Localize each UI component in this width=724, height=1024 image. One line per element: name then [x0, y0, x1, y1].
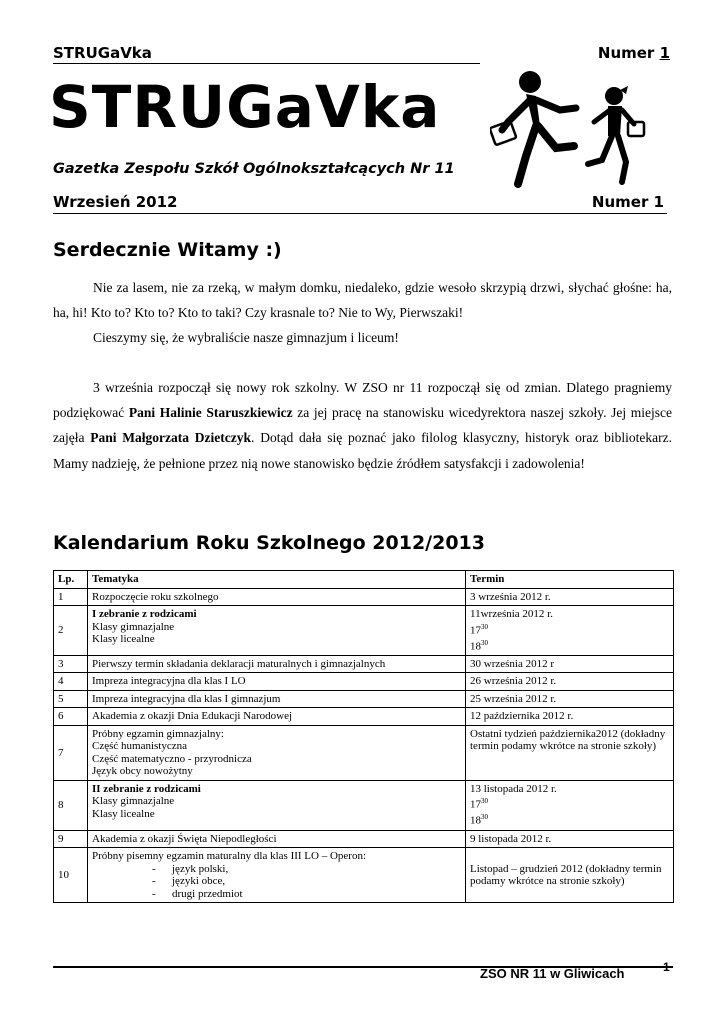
welcome-paragraph-2: Cieszymy się, że wybraliście nasze gimnazjum i liceum! [93, 330, 399, 346]
term-minute: 30 [481, 622, 488, 631]
table-row [54, 673, 674, 691]
list-bullet: - [152, 875, 156, 888]
list-item-text: języki obce, [172, 875, 226, 888]
term-hour: 17 [470, 798, 481, 811]
column-header: Tematyka [88, 571, 466, 589]
row-number: 2 [54, 606, 88, 656]
term-hour: 17 [470, 624, 481, 637]
row-term [466, 848, 674, 903]
masthead-date-line [53, 193, 667, 214]
table-row [54, 690, 674, 708]
header-issue [598, 44, 670, 62]
news-text-part: za jej pracę na stanowisku wicedyrektora naszej szkoły. Jej miejsce zajęła [53, 405, 672, 446]
header-issue-label: Numer [597, 44, 655, 62]
row-topic: Impreza integracyjna dla klas I gimnazjum [88, 690, 466, 708]
row-number: 5 [54, 690, 88, 708]
row-topic: Akademia z okazji Dnia Edukacji Narodowej [88, 708, 466, 726]
row-number: 3 [54, 655, 88, 673]
news-text [53, 375, 672, 476]
row-term [466, 780, 674, 830]
list-item [92, 888, 461, 901]
welcome-paragraph-1: Nie za lasem, nie za rzeką, w małym domku, niedaleko, gdzie wesoło skrzypią drzwi, słychać głośne: ha, ha, hi! Kto to? Kto to? Kto to taki? Czy krasnale to? Nie to Wy, Pierwszaki! [53, 280, 672, 321]
calendar-table [53, 570, 674, 903]
table-row [54, 655, 674, 673]
row-term: 26 września 2012 r. [466, 673, 674, 691]
table-row [54, 725, 674, 780]
row-number: 6 [54, 708, 88, 726]
row-topic: Pierwszy termin składania deklaracji maturalnych i gimnazjalnych [88, 655, 466, 673]
term-line: 13 listopada 2012 r. [470, 782, 557, 795]
row-number: 4 [54, 673, 88, 691]
news-text-part: . Dotąd dała się poznać jako filolog klasyczny, historyk oraz bibliotekarz. Mamy nadzieję, że pełnione przez nią nowe stanowisko będzie źródłem satysfakcji i zadowolenia! [53, 430, 673, 471]
term-line: 11września 2012 r. [470, 608, 553, 620]
topic-line: I zebranie z rodzicami [92, 608, 197, 620]
header-issue-number: 1 [659, 44, 670, 62]
list-item [92, 863, 461, 876]
list-item-text: język polski, [172, 862, 229, 875]
issue-number: Numer 1 [591, 193, 664, 211]
list-item [92, 875, 461, 888]
row-term: 30 września 2012 r [466, 655, 674, 673]
term-line [470, 637, 669, 653]
topic-line: Klasy licealne [92, 807, 155, 820]
header-title: STRUGaVka [53, 44, 152, 62]
row-term [466, 606, 674, 656]
header-rule [53, 63, 480, 64]
masthead-title: STRUGaVka [49, 73, 441, 141]
calendar-heading: Kalendarium Roku Szkolnego 2012/2013 [53, 532, 485, 554]
row-topic [88, 606, 466, 656]
list-item-text: drugi przedmiot [172, 887, 243, 900]
term-minute: 30 [481, 638, 488, 647]
list-bullet: - [152, 862, 156, 875]
row-term: 12 października 2012 r. [466, 708, 674, 726]
topic-line: Klasy gimnazjalne [92, 795, 175, 808]
list-bullet: - [152, 887, 156, 900]
person-name: Pani Halinie Staruszkiewicz [128, 405, 293, 421]
table-row [54, 780, 674, 830]
row-number: 8 [54, 780, 88, 830]
row-term: 9 listopada 2012 r. [466, 830, 674, 848]
table-row [54, 708, 674, 726]
issue-date: Wrzesień 2012 [53, 193, 178, 211]
row-term: 3 września 2012 r. [466, 588, 674, 606]
table-row [54, 848, 674, 903]
column-header: Termin [466, 571, 674, 589]
row-topic: Impreza integracyjna dla klas I LO [88, 673, 466, 691]
person-name: Pani Małgorzata Dzietczyk [90, 430, 252, 446]
topic-line: Klasy gimnazjalne [92, 620, 175, 633]
welcome-text [53, 275, 672, 351]
topic-line: Klasy licealne [92, 633, 155, 645]
row-number: 1 [54, 588, 88, 606]
row-number: 10 [54, 848, 88, 903]
row-topic: Rozpoczęcie roku szkolnego [88, 588, 466, 606]
topic-line: II zebranie z rodzicami [92, 782, 201, 795]
term-minute: 30 [481, 813, 488, 822]
row-number: 7 [54, 725, 88, 780]
page-number: 1 [663, 960, 670, 974]
row-term: 25 września 2012 r. [466, 690, 674, 708]
welcome-heading: Serdecznie Witamy :) [53, 239, 282, 261]
table-row [54, 830, 674, 848]
topic-line: Część matematyczno - przyrodnicza [92, 752, 252, 765]
term-minute: 30 [481, 797, 488, 806]
topic-line: Próbny pisemny egzamin maturalny dla klas III LO – Operon: [92, 850, 367, 863]
row-topic [88, 725, 466, 780]
news-text-part: 3 września rozpoczął się nowy rok szkolny. W ZSO nr 11 rozpoczął się od zmian. Dlatego pragniemy podziękować [53, 380, 672, 421]
row-term: Ostatni tydzień października2012 (dokładny termin podamy wkrótce na stronie szkoły) [466, 725, 674, 780]
masthead-subtitle: Gazetka Zespołu Szkół Ogólnokształcących Nr 11 [53, 161, 455, 177]
topic-line: Część humanistyczna [92, 740, 187, 753]
row-number: 9 [54, 830, 88, 848]
topic-line: Język obcy nowożytny [92, 765, 193, 778]
news-paragraph [53, 375, 672, 476]
topic-line: Próbny egzamin gimnazjalny: [92, 727, 224, 740]
term-hour: 18 [470, 640, 481, 653]
term-line [470, 621, 669, 637]
row-topic: Akademia z okazji Święta Niepodległości [88, 830, 466, 848]
table-row [54, 588, 674, 606]
table-header-row [54, 571, 674, 589]
row-topic [88, 780, 466, 830]
column-header: Lp. [54, 571, 88, 589]
term-line [470, 811, 669, 827]
term-line [470, 795, 669, 811]
table-row [54, 606, 674, 656]
running-students-icon [490, 64, 650, 194]
term-text: Listopad – grudzień 2012 (dokładny termin podamy wkrótce na stronie szkoły) [470, 862, 662, 888]
footer-school: ZSO NR 11 w Gliwicach [480, 966, 625, 981]
term-hour: 18 [470, 815, 481, 828]
row-topic [88, 848, 466, 903]
